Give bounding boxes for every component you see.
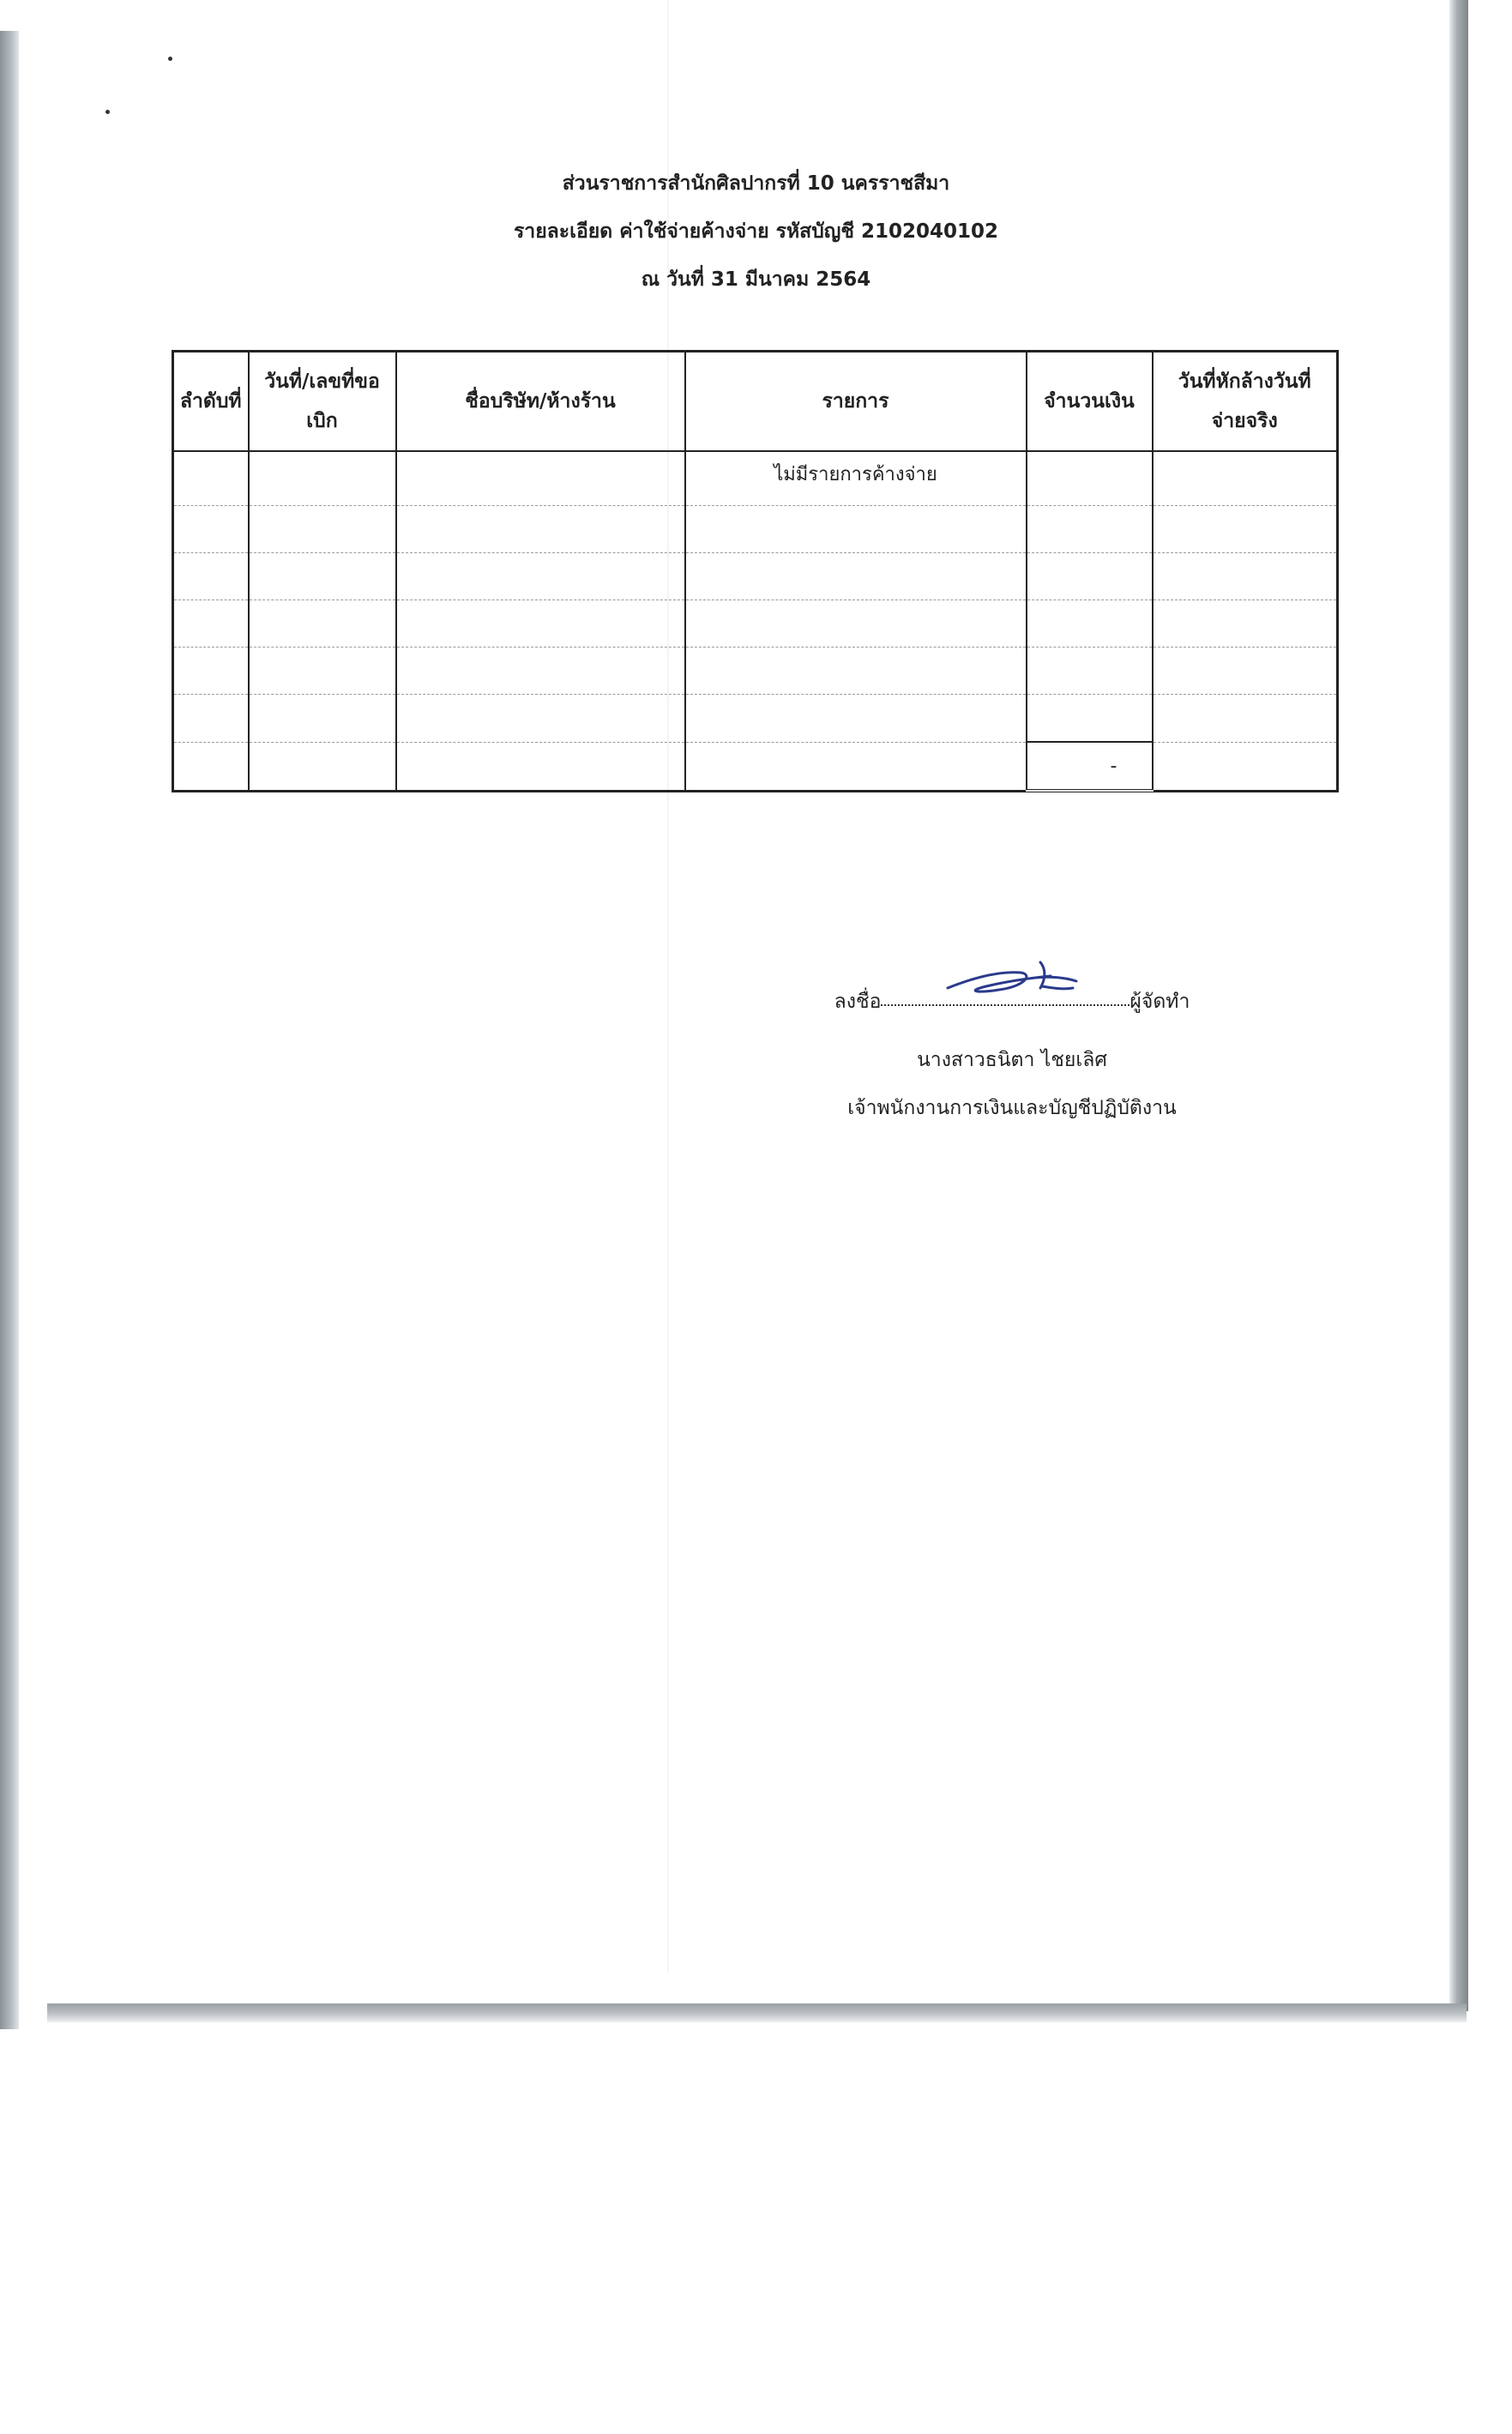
table-row: [173, 600, 1338, 648]
cell-company: [396, 742, 685, 791]
as-of-date: ณ วันที่ 31 มีนาคม 2564: [641, 268, 871, 291]
cell-seq: [173, 742, 249, 791]
scan-speck: [105, 110, 110, 114]
org-title: ส่วนราชการสำนักศิลปากรที่ 10 นครราชสีมา: [562, 172, 950, 195]
table-row: [173, 553, 1338, 600]
table-row: [173, 451, 1338, 506]
cell-clear-date: [1153, 451, 1338, 506]
cell-amount: [1027, 648, 1153, 695]
cell-item: [685, 600, 1027, 648]
cell-company: [396, 506, 685, 553]
cell-amount: [1027, 600, 1153, 648]
header-date-no-line1: วันที่/เลขที่ขอ: [264, 371, 380, 393]
table-row: [173, 742, 1338, 791]
cell-item: [685, 742, 1027, 791]
cell-amount: [1027, 553, 1153, 600]
fold-line: [667, 0, 669, 1973]
cell-item: [685, 506, 1027, 553]
cell-seq: [173, 451, 249, 506]
signer-name: นางสาวธนิตา ไชยเลิศ: [917, 1049, 1107, 1071]
cell-seq: [173, 648, 249, 695]
cell-company: [396, 648, 685, 695]
cell-company: [396, 600, 685, 648]
cell-clear-date: [1153, 553, 1338, 600]
header-amount: จำนวนเงิน: [1027, 352, 1153, 452]
cell-amount: [1027, 695, 1153, 743]
cell-date-no: [249, 648, 396, 695]
cell-seq: [173, 506, 249, 553]
cell-date-no: [249, 553, 396, 600]
cell-company: [396, 451, 685, 506]
sign-prefix: ลงชื่อ: [834, 991, 882, 1013]
table-row: [173, 648, 1338, 695]
cell-clear-date: [1153, 506, 1338, 553]
scan-shadow-right: [1449, 0, 1468, 2011]
table-header-row: [173, 352, 1338, 452]
signature-dotted-line: [881, 1001, 1129, 1006]
cell-item: [685, 648, 1027, 695]
sign-suffix: ผู้จัดทำ: [1129, 991, 1190, 1013]
cell-company: [396, 553, 685, 600]
cell-date-no: [249, 451, 396, 506]
cell-seq: [173, 600, 249, 648]
cell-clear-date: [1153, 742, 1338, 791]
signature-line: [755, 986, 1269, 1017]
total-amount: -: [1027, 742, 1153, 791]
cell-date-no: [249, 506, 396, 553]
cell-company: [396, 695, 685, 743]
cell-clear-date: [1153, 648, 1338, 695]
cell-date-no: [249, 742, 396, 791]
scan-shadow-left: [0, 31, 19, 2029]
header-date-no: [249, 352, 396, 452]
cell-amount: [1027, 506, 1153, 553]
scan-speck: [168, 57, 172, 61]
cell-seq: [173, 553, 249, 600]
cell-clear-date: [1153, 600, 1338, 648]
cell-clear-date: [1153, 695, 1338, 743]
cell-item: [685, 695, 1027, 743]
cell-seq: [173, 695, 249, 743]
cell-amount: [1027, 451, 1153, 506]
header-item: รายการ: [685, 352, 1027, 452]
accrued-expense-table: [172, 350, 1339, 792]
table-row: [173, 695, 1338, 743]
header-company: ชื่อบริษัท/ห้างร้าน: [396, 352, 685, 452]
table-row: [173, 506, 1338, 553]
cell-date-no: [249, 600, 396, 648]
header-date-no-line2: เบิก: [306, 410, 338, 432]
header-clear-date: [1153, 352, 1338, 452]
header-seq: ลำดับที่: [173, 352, 249, 452]
header-clear-date-line2: จ่ายจริง: [1211, 410, 1278, 432]
cell-date-no: [249, 695, 396, 743]
document-subtitle: รายละเอียด ค่าใช้จ่ายค้างจ่าย รหัสบัญชี 2102040102: [513, 220, 999, 243]
cell-item: [685, 553, 1027, 600]
scan-shadow-bottom: [47, 2003, 1467, 2022]
header-clear-date-line1: วันที่หักล้างวันที่: [1178, 371, 1311, 393]
signer-position: เจ้าพนักงานการเงินและบัญชีปฏิบัติงาน: [847, 1097, 1177, 1119]
cell-item: ไม่มีรายการค้างจ่าย: [685, 451, 1027, 506]
